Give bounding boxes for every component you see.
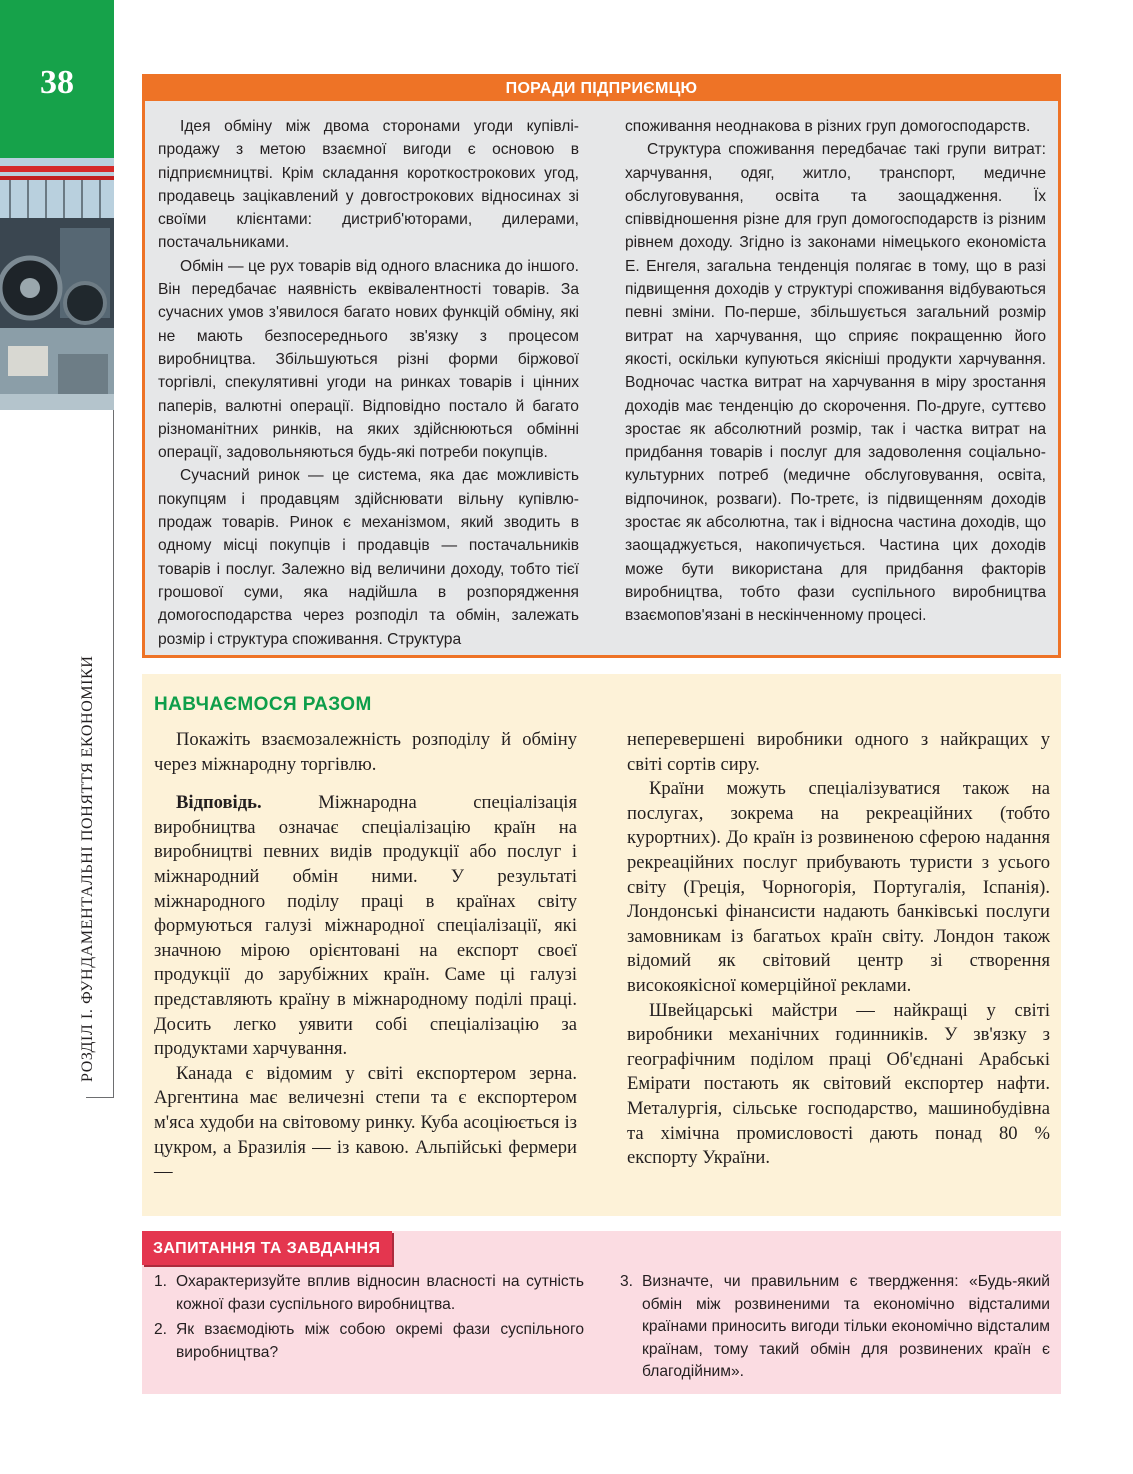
tips-paragraph: Обмін — це рух товарів від одного власника до іншого. Він передбачає наявність еквівалентності товарів. За сучасних умов з'явилося багато нових функцій обміну, які не мають безпосереднього зв'язку з процесом виробництва. Збільшуються різні форми біржової торгівлі, спекулятивні угоди на ринках товарів і цінних паперів, валютні операції. Відповідно постало й багато різноманітних ринків, на яких здійснюються обмінні операції, задовольняються будь-які потреби покупців. <box>158 257 579 462</box>
learning-task: Покажіть взаємозалежність розподілу й обміну через міжнародну торгівлю. <box>154 729 577 775</box>
questions-column-left <box>154 1271 584 1387</box>
tips-column-right <box>625 115 1046 651</box>
learning-paragraph: неперевершені виробники одного з найкращих у світі сортів сиру. <box>627 729 1050 775</box>
learning-column-right <box>627 728 1050 1185</box>
learning-box <box>142 674 1061 1216</box>
questions-column-right <box>620 1271 1050 1387</box>
question-text: Як взаємодіють між собою окремі фази суспільного виробництва? <box>176 1321 584 1361</box>
page-number: 38 <box>40 64 74 101</box>
tips-paragraph: Структура споживання передбачає такі групи витрат: харчування, одяг, житло, транспорт, медичне обслуговування, освіта та заощадження. Їх співвідношення різне для груп домогосподарств із різним рівнем доходу. Згідно із законами німецького економіста Е. Енгеля, загальна тенденція полягає в тому, що в разі підвищення доходів у структурі споживання відбуваються певні зміни. По-перше, збільшується загальний розмір витрат на харчування, що сприяє покращенню його якості, оскільки купуються якісніші продукти харчування. Водночас частка витрат на харчування в міру зростання доходів має тенденцію до скорочення. По-друге, суттєво зростає як абсолютний розмір, так і частка витрат на придбання товарів і послуг для задоволення соціально-культурних потреб (медичне обслуговування, освіта, відпочинок, розваги). По-третє, із підвищенням доходів зростає як абсолютна, так і відносна частина доходів, що заощаджується, накопичується. Частина цих доходів може бути використана для придбання факторів виробництва, тобто фази суспільного виробництва взаємопов'язані в нескінченному процесі. <box>625 141 1046 625</box>
tips-paragraph: Ідея обміну між двома сторонами угоди купівлі-продажу з метою взаємної вигоди є основою в підприємництві. Крім складання короткострокових угод, продавець зацікавлений у довгострокових відносинах зі своїми клієнтами: дистриб'юторами, дилерами, постачальниками. <box>158 118 579 252</box>
factory-photo-drawing <box>0 158 114 410</box>
questions-title: ЗАПИТАННЯ ТА ЗАВДАННЯ <box>142 1231 392 1265</box>
section-title-vertical: РОЗДІЛ І. ФУНДАМЕНТАЛЬНІ ПОНЯТТЯ ЕКОНОМІКИ <box>79 655 96 1082</box>
question-item <box>154 1271 584 1316</box>
questions-box <box>142 1231 1061 1394</box>
side-rule <box>113 410 114 1098</box>
question-text: Визначте, чи правильним є твердження: «Будь-який обмін між розвиненими та економічно відсталими країнами приносить вигоди тільки економічно відсталим країнам, тому такий обмін для розвинених країн є благодійним». <box>642 1273 1050 1381</box>
question-number: 3. <box>620 1273 634 1290</box>
question-number: 2. <box>154 1321 168 1339</box>
learning-title: НАВЧАЄМОСЯ РАЗОМ <box>154 694 372 715</box>
tips-box <box>142 74 1061 658</box>
tips-column-left <box>158 115 579 651</box>
learning-answer <box>154 791 577 1062</box>
tips-title: ПОРАДИ ПІДПРИЄМЦЮ <box>145 77 1058 101</box>
question-number: 1. <box>154 1273 168 1290</box>
question-item <box>620 1271 1050 1384</box>
question-text: Охарактеризуйте вплив відносин власності на сутність кожної фази суспільного виробництва. <box>176 1273 584 1313</box>
answer-label: Відповідь. <box>176 792 262 814</box>
learning-paragraph: Швейцарські майстри — найкращі у світі виробники механічних годинників. У зв'язку з географічним поділом праці Об'єднані Арабські Емірати постають як світовий експортер нафти. Металургія, сільське господарство, машинобудівна та хімічна промисловості дають понад 80 % експорту України. <box>627 999 1050 1169</box>
learning-paragraph: Канада є відомим у світі експортером зерна. Аргентина має величезні степи та є експортером м'яса худоби на світовому ринку. Куба асоціюється із цукром, а Бразилія — із кавою. Альпійські фермери — <box>154 1062 577 1183</box>
answer-text: Міжнародна спеціалізація виробництва означає спеціалізацію країн на виробництві певних видів продукції або послуг і міжнародний обмін ними. У результаті міжнародного поділу праці в країнах світу формуються галузі міжнародної спеціалізації, які значною мірою орієнтовані на експорт своєї продукції до зарубіжних країн. Саме ці галузі представляють країну в міжнародному поділі праці. Досить легко уявити собі спеціалізацію за продуктами харчування. <box>154 792 577 1060</box>
tips-paragraph: Сучасний ринок — це система, яка дає можливість покупцям і продавцям здійснювати вільну купівлю-продаж товарів. Ринок є механізмом, який зводить в одному місці покупців і продавців — постачальників товарів і послуг. Залежно від величини доходу, тобто тієї грошової суми, яка надійшла в розпорядження домогосподарства через розподіл та обмін, залежать розмір і структура споживання. Структура <box>158 467 579 648</box>
tips-paragraph: споживання неоднакова в різних груп домогосподарств. <box>625 118 1031 135</box>
learning-paragraph: Країни можуть спеціалізуватися також на послугах, зокрема на рекреаційних (тобто курортних). До країн із розвиненою сферою надання рекреаційних послуг прибувають туристи з усього світу (Греція, Чорногорія, Португалія, Іспанія). Лондонські фінансисти надають банківські послуги замовникам із багатьох країн світу. Лондон також відомий як світовий центр зі створення високоякісної комерційної реклами. <box>627 778 1050 996</box>
side-rule-tick <box>86 1097 114 1098</box>
learning-column-left <box>154 728 577 1185</box>
question-item <box>154 1319 584 1364</box>
factory-photo <box>0 158 114 410</box>
